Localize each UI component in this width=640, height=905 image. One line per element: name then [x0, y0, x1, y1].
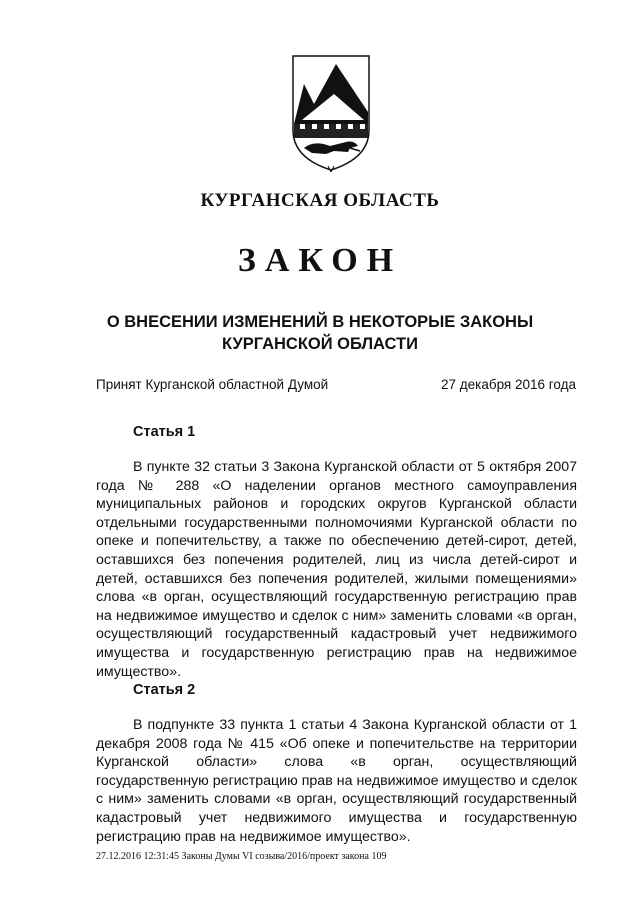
article-2-heading: Статья 2	[133, 682, 196, 698]
law-title: О ВНЕСЕНИИ ИЗМЕНЕНИЙ В НЕКОТОРЫЕ ЗАКОНЫ КУРГАНСКОЙ ОБЛАСТИ	[106, 313, 534, 353]
article-1-text: В пункте 32 статьи 3 Закона Курганской области от 5 октября 2007 года № 288 «О наделении органов местного самоуправления муниципальных районов и городских округов Курганской области отдельными государственными полномочиями Курганской области по опеке и попечительству, а также по обеспечению детей-сирот, детей, оставшихся без попечения родителей, лиц из числа детей-сирот и детей, оставшихся без попечения родителей, жилыми помещениями» слова «в орган, осуществляющий государственную регистрацию прав на недвижимое имущество и сделок с ним» заменить словами «в орган, осуществляющий государственный кадастровый учет недвижимого имущества и государственную регистрацию прав на недвижимое имущество».	[96, 459, 577, 680]
document-footer: 27.12.2016 12:31:45 Законы Думы VI созыва/2016/проект закона 109	[96, 851, 387, 862]
region-title: КУРГАНСКАЯ ОБЛАСТЬ	[200, 190, 440, 211]
article-2-text: В подпункте 33 пункта 1 статьи 4 Закона Курганской области от 1 декабря 2008 года № 415 «Об опеке и попечительстве на территории Курганской области» слова «в орган, осуществляющий государственную регистрацию прав на недвижимое имущество и сделок с ним» заменить словами «в орган, осуществляющий государственный кадастровый учет недвижимого имущества и государственную регистрацию прав на недвижимое имущество».	[96, 717, 577, 845]
adoption-date: 27 декабря 2016 года	[440, 377, 576, 392]
document-type: ЗАКОН	[237, 242, 403, 279]
coat-of-arms-icon	[290, 54, 372, 172]
article-1-heading: Статья 1	[133, 424, 196, 440]
adoption-label: Принят Курганской областной Думой	[96, 377, 329, 392]
